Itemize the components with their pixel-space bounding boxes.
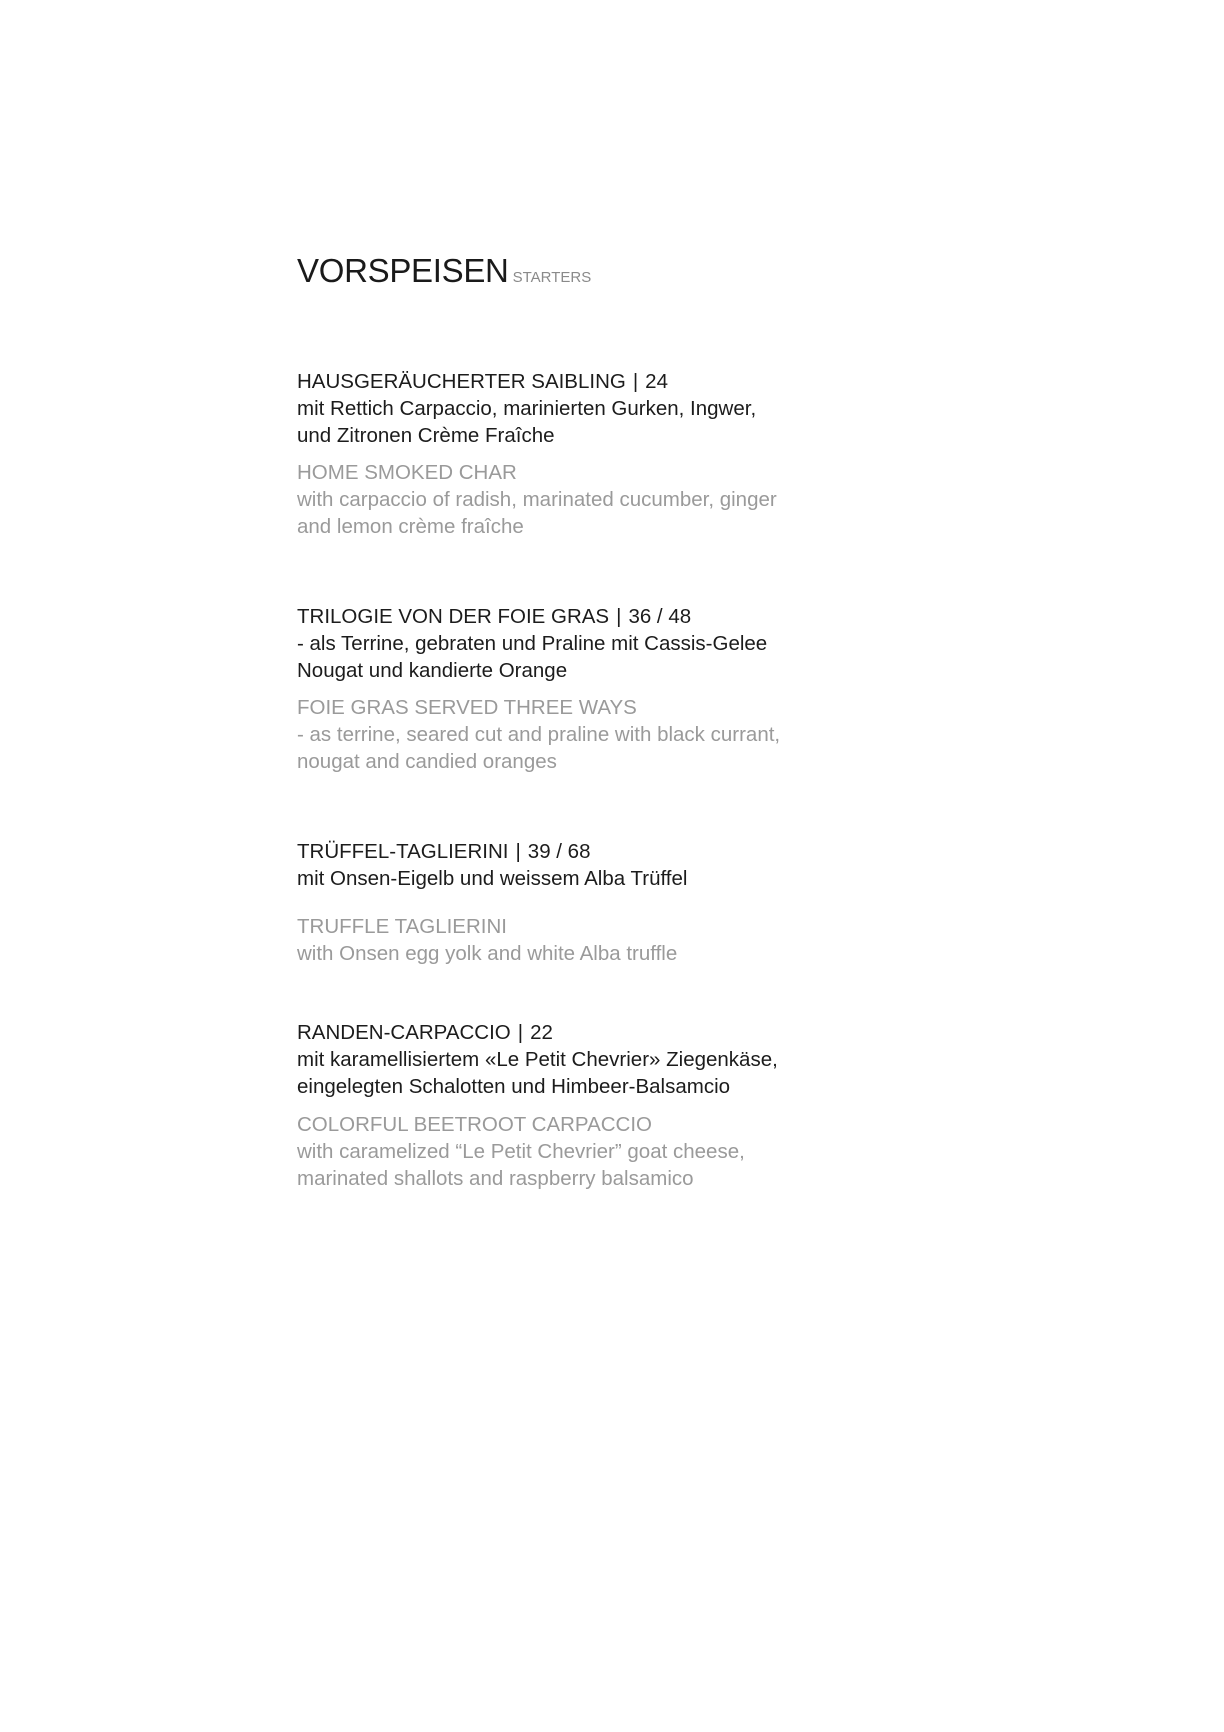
item-name: TRÜFFEL-TAGLIERINI (297, 840, 509, 863)
item-desc-line: mit karamellisiertem «Le Petit Chevrier» Ziegenkäse, (297, 1048, 778, 1071)
item-german (297, 838, 857, 892)
item-title (297, 368, 857, 395)
item-desc-line: Nougat und kandierte Orange (297, 659, 568, 682)
item-en-title: COLORFUL BEETROOT CARPACCIO (297, 1113, 653, 1136)
item-en-desc-line: with Onsen egg yolk and white Alba truffle (297, 942, 678, 965)
item-price: 39 / 68 (527, 840, 591, 863)
item-desc-line: - als Terrine, gebraten und Praline mit Cassis-Gelee (297, 632, 768, 655)
menu-item-saibling (297, 368, 857, 540)
item-en-title: TRUFFLE TAGLIERINI (297, 915, 507, 938)
item-german (297, 1019, 857, 1100)
item-title (297, 1019, 857, 1046)
item-english (297, 694, 857, 775)
item-german (297, 368, 857, 449)
item-en-desc-line: - as terrine, seared cut and praline with black currant, (297, 723, 781, 746)
item-en-desc-line: and lemon crème fraîche (297, 515, 524, 538)
item-name: TRILOGIE VON DER FOIE GRAS (297, 605, 610, 628)
item-name: HAUSGERÄUCHERTER SAIBLING (297, 370, 626, 393)
item-desc-line: mit Rettich Carpaccio, marinierten Gurken, Ingwer, (297, 397, 757, 420)
item-desc-line: eingelegten Schalotten und Himbeer-Balsamcio (297, 1075, 731, 1098)
item-english (297, 913, 857, 967)
section-heading (297, 252, 591, 290)
item-en-desc-line: nougat and candied oranges (297, 750, 557, 773)
item-desc-line: mit Onsen-Eigelb und weissem Alba Trüffel (297, 867, 688, 890)
price-separator: | (515, 840, 521, 863)
item-en-desc-line: with caramelized “Le Petit Chevrier” goat cheese, (297, 1140, 745, 1163)
price-separator: | (632, 370, 639, 393)
menu-item-randen-carpaccio (297, 1019, 857, 1192)
price-separator: | (616, 605, 622, 628)
item-en-desc-line: marinated shallots and raspberry balsamico (297, 1167, 694, 1190)
item-english (297, 1111, 857, 1192)
item-price: 24 (645, 370, 668, 393)
menu-item-taglierini (297, 838, 857, 967)
item-en-title: HOME SMOKED CHAR (297, 461, 517, 484)
heading-main: VORSPEISEN (297, 252, 509, 289)
item-title (297, 603, 857, 630)
menu-item-foie-gras (297, 603, 857, 775)
heading-sub: STARTERS (512, 269, 592, 286)
price-separator: | (517, 1021, 524, 1044)
item-en-title: FOIE GRAS SERVED THREE WAYS (297, 696, 637, 719)
item-english (297, 459, 857, 540)
item-desc-line: und Zitronen Crème Fraîche (297, 424, 555, 447)
item-name: RANDEN-CARPACCIO (297, 1021, 511, 1044)
item-price: 36 / 48 (628, 605, 692, 628)
item-german (297, 603, 857, 684)
item-en-desc-line: with carpaccio of radish, marinated cucumber, ginger (297, 488, 777, 511)
item-title (297, 838, 857, 865)
item-price: 22 (530, 1021, 553, 1044)
